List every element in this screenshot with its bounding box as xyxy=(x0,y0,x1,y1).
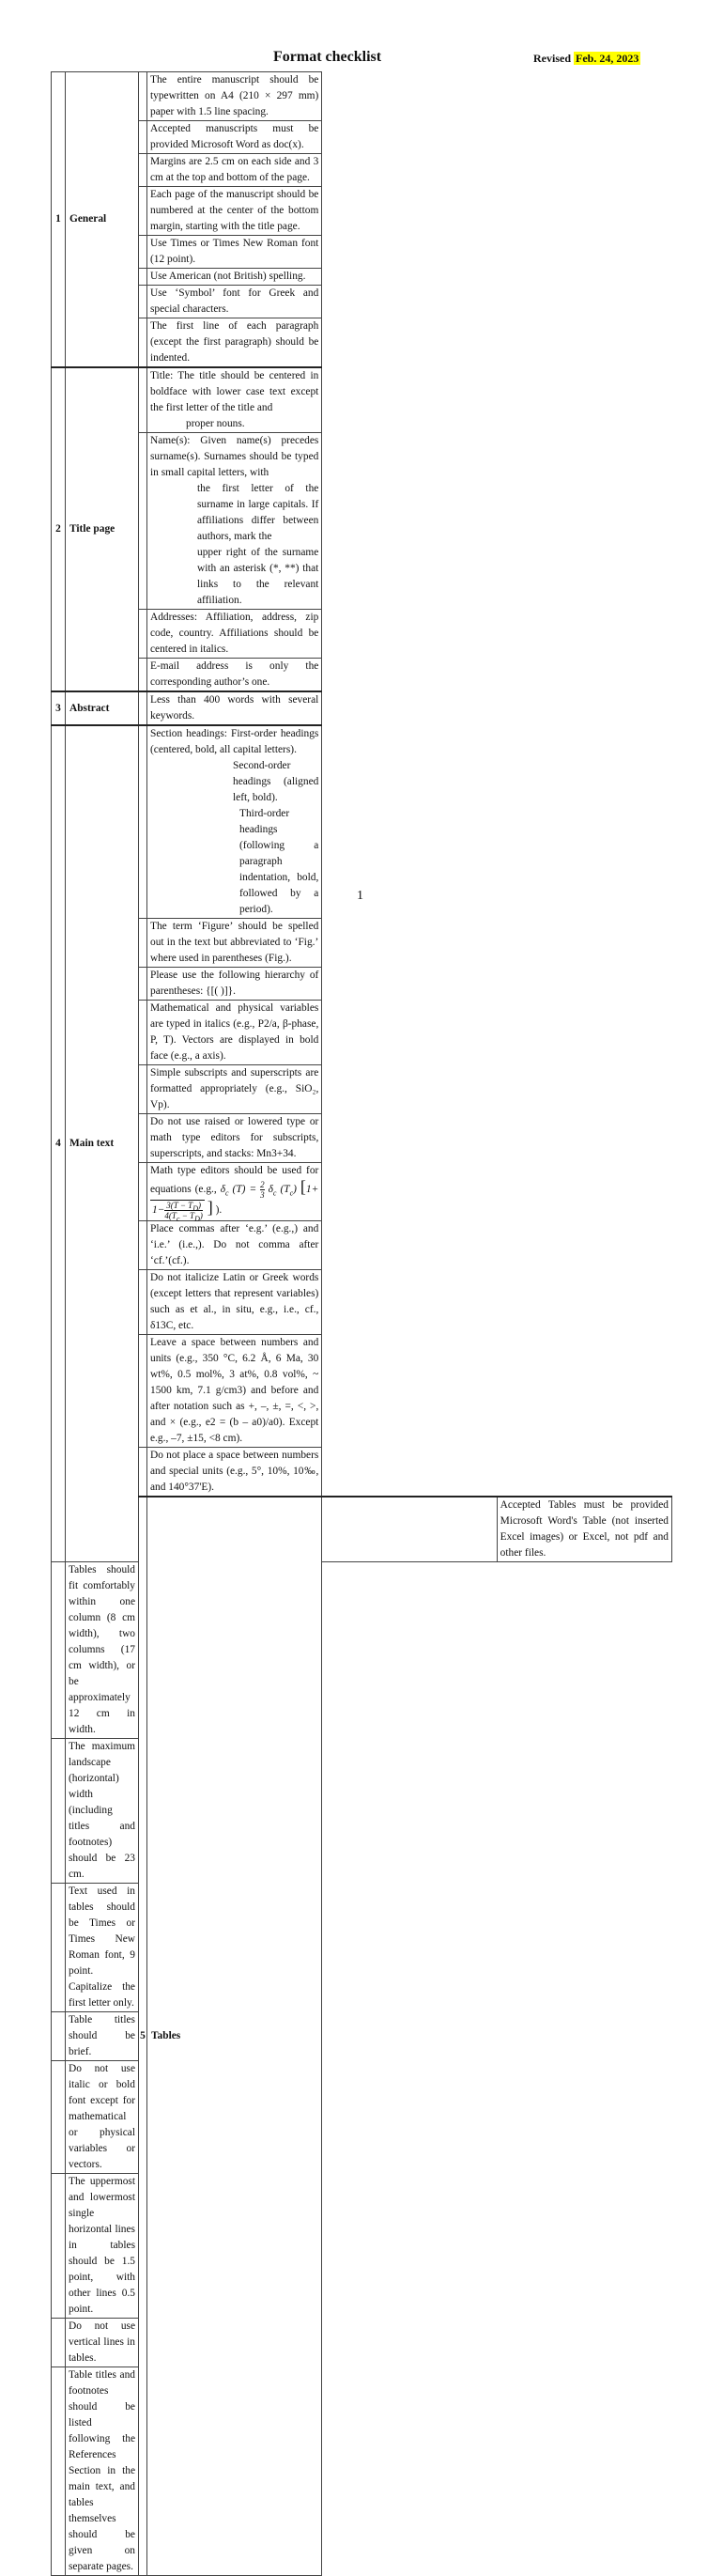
checklist-item: Leave a space between numbers and units (e.g., 350 °C, 6.2 Å, 6 Ma, 30 wt%, 0.5 mol%, 3 at%, 0.8 vol%, ~ 1500 km, 7.1 g/cm3) and before and after notation such as +, –, ±, =, <, >, and × (e.g., e2 = (b – a0)/a0). Except e.g., –7, ±15, <8 cm). xyxy=(147,1335,322,1448)
item-text: Math type editors should be used for equations (e.g., xyxy=(150,1165,319,1195)
checklist-item: Accepted Tables must be provided Microsoft Word's Table (not inserted Excel images) or Excel, not pdf and other files. xyxy=(497,1497,671,1562)
table-row xyxy=(52,286,672,318)
table-row xyxy=(52,1448,672,1497)
table-row xyxy=(52,236,672,269)
revised-date: Feb. 24, 2023 xyxy=(576,52,639,65)
page-header xyxy=(51,49,672,71)
equation-image: $\delta_c$ (T) = $\frac{2}{3}$ $\delta_c$ $(T_c)$ [1+ 1− $\frac{3(T - T_D)}{4(T_c - T_D)}$ ] xyxy=(152,1177,319,1224)
table-row xyxy=(52,919,672,968)
checklist-item: Less than 400 words with several keywords. xyxy=(147,691,322,725)
table-row xyxy=(52,968,672,1001)
item-line: Title: The title should be centered in boldface with lower case text except the first letter of the title and xyxy=(150,370,319,413)
table-row xyxy=(52,1001,672,1065)
checklist-item: Use Times or Times New Roman font (12 point). xyxy=(147,236,322,269)
checklist-item: Use American (not British) spelling. xyxy=(147,269,322,286)
table-row xyxy=(52,1270,672,1335)
checklist-item: Accepted manuscripts must be provided Microsoft Word as doc(x). xyxy=(147,121,322,154)
section-name: Abstract xyxy=(66,691,139,725)
table-row xyxy=(52,269,672,286)
revised-label xyxy=(533,52,640,66)
table-row xyxy=(52,691,672,725)
item-line: Third-order headings (following a paragraph indentation, bold, followed by a period). xyxy=(239,808,319,915)
item-line: Name(s): Given name(s) precedes surname(s). Surnames should be typed in small capital letters, with xyxy=(150,435,319,478)
checklist-item: The term ‘Figure’ should be spelled out in the text but abbreviated to ‘Fig.’ where used in parentheses (Fig.). xyxy=(147,919,322,968)
page-title: Format checklist xyxy=(273,49,382,65)
checklist-item: Do not place a space between numbers and special units (e.g., 5°, 10%, 10‰, and 140°37'E). xyxy=(147,1448,322,1497)
table-row xyxy=(52,610,672,659)
section-number: 5 xyxy=(139,1497,147,2576)
item-line: proper nouns. xyxy=(186,418,245,429)
checklist-item xyxy=(147,725,322,919)
item-line: Second-order headings (aligned left, bold). xyxy=(233,760,319,803)
checklist-item: E-mail address is only the corresponding author’s one. xyxy=(147,659,322,692)
checklist-item xyxy=(147,433,322,610)
checklist-item xyxy=(147,367,322,433)
checklist-item: The entire manuscript should be typewritten on A4 (210 × 297 mm) paper with 1.5 line spacing. xyxy=(147,72,322,121)
section-name: General xyxy=(66,72,139,368)
checklist-item: Addresses: Affiliation, address, zip code, country. Affiliations should be centered in italics. xyxy=(147,610,322,659)
item-line: Section headings: First-order headings (centered, bold, all capital letters). xyxy=(150,728,319,755)
checklist-item: Do not use vertical lines in tables. xyxy=(66,2319,139,2367)
checklist-item: The first line of each paragraph (except the first paragraph) should be indented. xyxy=(147,318,322,368)
checklist-item: Mathematical and physical variables are typed in italics (e.g., P2/a, β-phase, P, T). Vectors are displayed in bold face (e.g., a axis). xyxy=(147,1001,322,1065)
section-name: Tables xyxy=(147,1497,322,2576)
checklist-item: Table titles should be brief. xyxy=(66,2012,139,2061)
table-row xyxy=(52,1163,672,1221)
checklist-item: Margins are 2.5 cm on each side and 3 cm at the top and bottom of the page. xyxy=(147,154,322,187)
item-line: upper right of the surname with an asterisk (*, **) that links to the relevant affiliation. xyxy=(197,547,319,606)
checklist-item: Use ‘Symbol’ font for Greek and special characters. xyxy=(147,286,322,318)
section-number: 4 xyxy=(52,725,66,1562)
checklist-item: Text used in tables should be Times or Times New Roman font, 9 point. Capitalize the first letter only. xyxy=(66,1884,139,2012)
table-row xyxy=(52,367,672,433)
checklist-item: Each page of the manuscript should be numbered at the center of the bottom margin, starting with the title page. xyxy=(147,187,322,236)
checklist-item: Do not use raised or lowered type or math type editors for subscripts, superscripts, and stacks: Mn3+34. xyxy=(147,1114,322,1163)
table-row xyxy=(52,1335,672,1448)
table-row xyxy=(52,154,672,187)
checklist-item: Math type editors should be used for equations (e.g., $\delta_c$ (T) = $\frac{2}{3}$ $\delta_c$ $(T_c)$ [1+ 1− $\frac{3(T - T_D)}{4(T_c - T_D)}$ ] ). xyxy=(147,1163,322,1221)
checklist-item: The maximum landscape (horizontal) width (including titles and footnotes) should be 23 cm. xyxy=(66,1739,139,1884)
checklist-table xyxy=(51,71,672,2576)
checklist-item: The uppermost and lowermost single horizontal lines in tables should be 1.5 point, with other lines 0.5 point. xyxy=(66,2174,139,2319)
table-row xyxy=(52,433,672,610)
table-row xyxy=(52,1497,672,1562)
revised-text: Revised xyxy=(533,52,571,65)
checklist-item: Do not use italic or bold font except for mathematical or physical variables or vectors. xyxy=(66,2061,139,2174)
table-row xyxy=(52,318,672,368)
checklist-item: Do not italicize Latin or Greek words (except letters that represent variables) such as et al., in situ, e.g., i.e., cf., δ13C, etc. xyxy=(147,1270,322,1335)
section-name: Main text xyxy=(66,725,139,1562)
section-name: Title page xyxy=(66,367,139,691)
checklist-item: Please use the following hierarchy of parentheses: {[( )]}. xyxy=(147,968,322,1001)
table-row xyxy=(52,187,672,236)
checklist-item: Simple subscripts and superscripts are formatted appropriately (e.g., SiO₂, Vp). xyxy=(147,1065,322,1114)
checklist-item: Tables should fit comfortably within one column (8 cm width), two columns (17 cm width), or be approximately 12 cm in width. xyxy=(66,1562,139,1739)
item-line: the first letter of the surname in large capitals. If affiliations differ between authors, mark the xyxy=(197,483,319,542)
table-row xyxy=(52,1114,672,1163)
page-number: 1 xyxy=(357,889,363,903)
table-row xyxy=(52,1065,672,1114)
table-row xyxy=(52,121,672,154)
table-row xyxy=(52,659,672,692)
table-row xyxy=(52,72,672,121)
checklist-item: Place commas after ‘e.g.’ (e.g.,) and ‘i.e.’ (i.e.,). Do not comma after ‘cf.’(cf.). xyxy=(147,1221,322,1270)
section-number: 3 xyxy=(52,691,66,725)
section-number: 1 xyxy=(52,72,66,368)
section-number: 2 xyxy=(52,367,66,691)
table-row xyxy=(52,1221,672,1270)
checklist-item: Table titles and footnotes should be listed following the References Section in the main text, and tables themselves should be given on separate pages. xyxy=(66,2367,139,2576)
